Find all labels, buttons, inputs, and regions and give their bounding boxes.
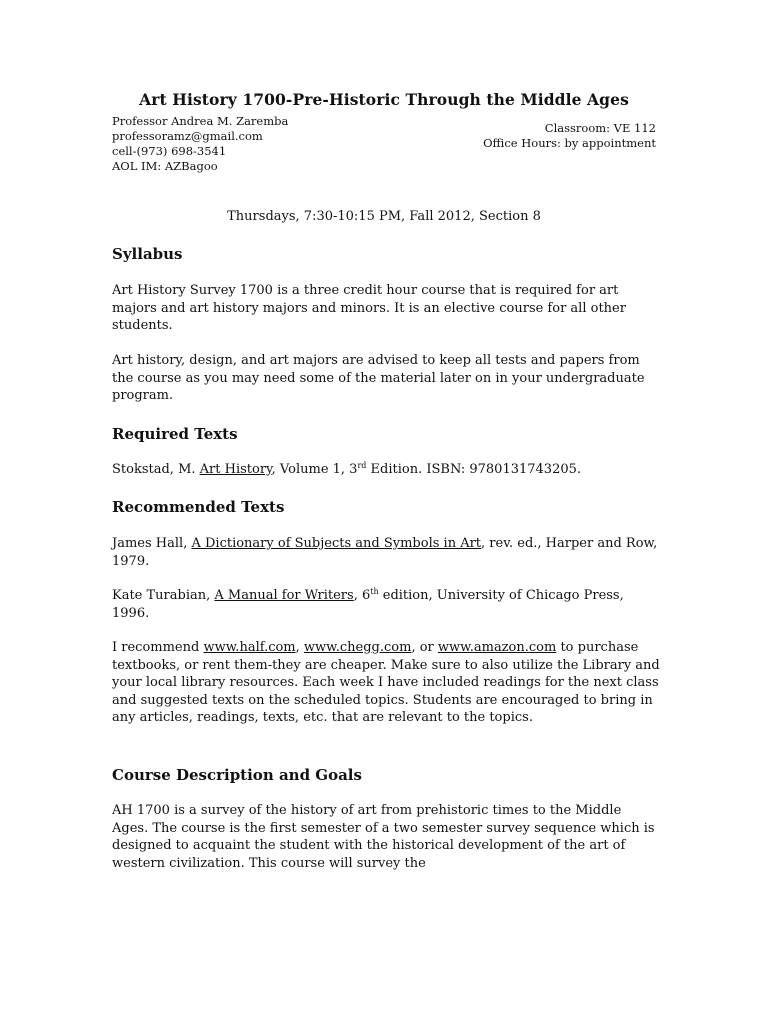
syllabus-paragraph-1: Art History Survey 1700 is a three credit hour course that is required for art majors and art history majors and minors. It is an elective course for all other students. [112,283,626,333]
rec-tail: to purchase textbooks, or rent them-they are cheaper. Make sure to also utilize the Library and your local library resources. Each week I have included readings for the next class and suggested texts on the scheduled topics. Students are encouraged to bring in any articles, readings, texts, etc. that are relevant to the topics. [112,640,660,725]
required-texts-heading: Required Texts [112,425,238,443]
document-title: Art History 1700-Pre-Historic Through the Middle Ages [139,90,629,109]
course-description-paragraph: AH 1700 is a survey of the history of art from prehistoric times to the Middle Ages. The course is the first semester of a two semester survey sequence which is designed to acquaint the student with the historical development of the art of western civilization. This course will survey the [112,803,655,871]
amazon-link[interactable]: www.amazon.com [437,640,557,655]
rec2-edition-suffix: th [370,587,379,596]
syllabus-paragraph-2: Art history, design, and art majors are advised to keep all tests and papers from the course as you may need some of the material later on in your undergraduate program. [112,353,645,403]
rec1-author: James Hall, [112,536,192,551]
link-sep-1: , [295,640,304,655]
rec2-author: Kate Turabian, [112,588,215,603]
class-schedule: Thursdays, 7:30-10:15 PM, Fall 2012, Section 8 [227,209,541,224]
professor-aol: AOL IM: AZBagoo [112,159,218,173]
class-info [483,121,656,151]
recommended-text-1 [112,535,660,570]
link-sep-2: , or [411,640,438,655]
rec1-details: , rev. ed., Harper and Row, 1979. [112,536,658,569]
professor-cell: cell-(973) 698-3541 [112,144,227,158]
chegg-link[interactable]: www.chegg.com [303,640,412,655]
required-edition-suffix: rd [357,461,367,470]
required-author: Stokstad, M. [112,462,200,477]
required-isbn: Edition. ISBN: 9780131743205. [366,462,582,477]
office-hours: Office Hours: by appointment [483,136,656,150]
professor-name: Professor Andrea M. Zaremba [112,114,289,128]
rec1-book-title: A Dictionary of Subjects and Symbols in Art [191,536,482,551]
course-description-heading: Course Description and Goals [112,766,362,784]
rec2-mid: , 6 [353,588,371,603]
professor-email: professoramz@gmail.com [112,129,263,143]
classroom: Classroom: VE 112 [544,121,656,135]
required-book-title: Art History [199,462,272,477]
recommended-texts-heading: Recommended Texts [112,498,285,516]
half-link[interactable]: www.half.com [203,640,296,655]
syllabus-heading: Syllabus [112,245,183,263]
recommendation-paragraph [112,639,660,727]
required-volume: , Volume 1, 3 [271,462,358,477]
instructor-contact [112,114,288,174]
rec2-details: edition, University of Chicago Press, 1996. [112,588,624,621]
recommended-text-2 [112,587,660,622]
rec2-book-title: A Manual for Writers [214,588,354,603]
rec-intro: I recommend [112,640,204,655]
required-text-entry [112,461,660,479]
